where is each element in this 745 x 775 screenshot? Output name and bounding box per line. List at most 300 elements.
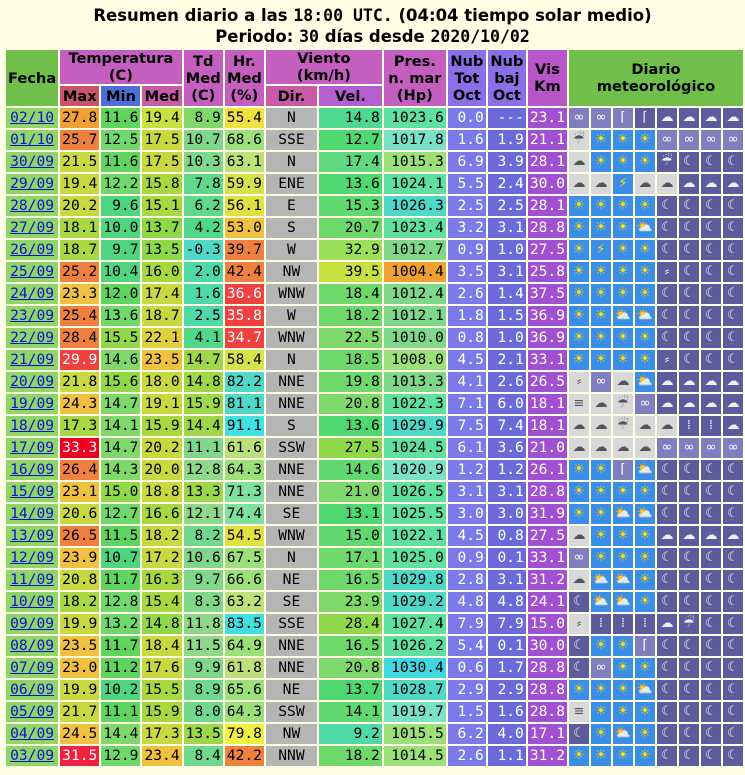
date-cell bbox=[6, 504, 58, 524]
moon-icon: ☾ bbox=[723, 548, 743, 568]
humidity-cell: 35.8 bbox=[226, 307, 262, 324]
table-row bbox=[6, 284, 743, 304]
date-link[interactable]: 02/10 bbox=[10, 109, 55, 126]
pressure-cell: 1023.6 bbox=[384, 108, 446, 128]
date-link[interactable]: 07/09 bbox=[10, 659, 55, 676]
temp-min-cell: 11.7 bbox=[103, 571, 139, 588]
cloud-icon: ☁ bbox=[569, 570, 589, 590]
wind-speed-cell: 17.4 bbox=[319, 152, 382, 172]
visibility-cell: 33.1 bbox=[529, 549, 565, 566]
moon-icon: ☾ bbox=[679, 570, 699, 590]
wind-speed-cell: 13.7 bbox=[319, 680, 382, 700]
col-viento: Viento (km/h) bbox=[266, 50, 382, 84]
visibility-cell: 18.1 bbox=[529, 417, 565, 434]
cloud-icon: ☁ bbox=[569, 526, 589, 546]
temp-max-cell: 20.2 bbox=[62, 197, 98, 214]
temp-min-cell: 14.1 bbox=[103, 417, 139, 434]
wind-dir-cell: NNE bbox=[266, 394, 317, 414]
sun-icon: ☀ bbox=[635, 130, 655, 150]
visibility-cell: 30.0 bbox=[529, 175, 565, 192]
cloud-night-icon: ☁ bbox=[701, 108, 721, 128]
temp-min-cell: 13.2 bbox=[103, 615, 139, 632]
sun-icon: ☀ bbox=[569, 504, 589, 524]
wind-speed-cell: 23.9 bbox=[319, 592, 382, 612]
moon-icon: ☾ bbox=[679, 636, 699, 656]
sun-icon: ☀ bbox=[635, 262, 655, 282]
date-link[interactable]: 22/09 bbox=[10, 329, 55, 346]
visibility-cell: 24.1 bbox=[529, 593, 565, 610]
temp-med-cell: 16.6 bbox=[144, 505, 180, 522]
sun-icon: ☀ bbox=[591, 548, 611, 568]
date-link[interactable]: 30/09 bbox=[10, 153, 55, 170]
cloud-icon: ☁ bbox=[591, 394, 611, 414]
temp-med-cell: 14.8 bbox=[144, 615, 180, 632]
visibility-cell: 27.5 bbox=[529, 241, 565, 258]
cloud-low-cell: 4.8 bbox=[488, 592, 526, 612]
date-cell bbox=[6, 174, 58, 194]
moon-icon: ☾ bbox=[679, 328, 699, 348]
temp-min-cell: 14.7 bbox=[103, 439, 139, 456]
moon-icon: ☾ bbox=[701, 658, 721, 678]
date-link[interactable]: 09/09 bbox=[10, 615, 55, 632]
date-link[interactable]: 28/09 bbox=[10, 197, 55, 214]
moon-icon: ☾ bbox=[701, 350, 721, 370]
wind-dir-cell: WNW bbox=[266, 284, 317, 304]
humidity-cell: 39.7 bbox=[226, 241, 262, 258]
temp-med-cell: 18.4 bbox=[144, 637, 180, 654]
cloud-low-cell: 7.9 bbox=[488, 614, 526, 634]
date-link[interactable]: 01/10 bbox=[10, 131, 55, 148]
wind-speed-cell: 12.7 bbox=[319, 130, 382, 150]
date-link[interactable]: 08/09 bbox=[10, 637, 55, 654]
rain-night-icon: ☔ bbox=[679, 614, 699, 634]
moon-icon: ☾ bbox=[723, 724, 743, 744]
cloud-low-cell: 1.1 bbox=[488, 746, 526, 766]
cloud-low-cell: 1.7 bbox=[488, 658, 526, 678]
cloud-night-icon: ☁ bbox=[657, 108, 677, 128]
visibility-cell: 28.1 bbox=[529, 153, 565, 170]
dewpoint-cell: 6.2 bbox=[184, 196, 223, 216]
rain-cloud-icon: ☔ bbox=[569, 130, 589, 150]
cloud-low-cell: 2.9 bbox=[488, 680, 526, 700]
moon-icon: ☾ bbox=[701, 284, 721, 304]
humidity-cell: 54.5 bbox=[226, 527, 262, 544]
dewpoint-cell: -0.3 bbox=[185, 241, 221, 258]
cloud-icon: ☁ bbox=[635, 438, 655, 458]
wind-dir-cell: SE bbox=[266, 592, 317, 612]
humidity-cell: 61.6 bbox=[226, 439, 262, 456]
sun-cloud-icon: ⛅ bbox=[613, 570, 633, 590]
moon-icon: ☾ bbox=[679, 680, 699, 700]
pressure-cell: 1029.2 bbox=[384, 592, 446, 612]
wind-speed-cell: 22.5 bbox=[319, 328, 382, 348]
wind-dir-cell: W bbox=[266, 240, 317, 260]
wind-dir-cell: NW bbox=[266, 262, 317, 282]
wind-speed-cell: 32.9 bbox=[319, 240, 382, 260]
date-link[interactable]: 25/09 bbox=[10, 263, 55, 280]
temp-min-cell: 11.2 bbox=[103, 659, 139, 676]
date-link[interactable]: 16/09 bbox=[10, 461, 55, 478]
wind-dir-cell: NNE bbox=[266, 482, 317, 502]
sun-icon: ☀ bbox=[613, 196, 633, 216]
date-link[interactable]: 26/09 bbox=[10, 241, 55, 258]
dewpoint-cell: 11.8 bbox=[185, 615, 221, 632]
date-link[interactable]: 20/09 bbox=[10, 373, 55, 390]
cloud-low-cell: 1.0 bbox=[488, 328, 526, 348]
dewpoint-cell: 10.6 bbox=[185, 549, 221, 566]
temp-max-cell: 20.8 bbox=[62, 571, 98, 588]
rain-cloud-icon: ☔ bbox=[613, 394, 633, 414]
cloud-total-cell: 3.2 bbox=[448, 218, 486, 238]
clear-night-icon: ∞ bbox=[569, 108, 589, 128]
visibility-cell: 36.9 bbox=[529, 329, 565, 346]
cloud-total-cell: 0.9 bbox=[448, 240, 486, 260]
sun-icon: ☀ bbox=[569, 680, 589, 700]
date-link[interactable]: 29/09 bbox=[10, 175, 55, 192]
date-cell bbox=[6, 152, 58, 172]
table-row bbox=[6, 218, 743, 238]
col-hr: Hr. Med (%) bbox=[225, 50, 264, 106]
moon-icon: ☾ bbox=[679, 482, 699, 502]
weather-summary-table bbox=[4, 48, 745, 768]
sun-cloud-icon: ⛅ bbox=[635, 504, 655, 524]
date-link[interactable]: 04/09 bbox=[10, 725, 55, 742]
temp-med-cell: 13.5 bbox=[144, 241, 180, 258]
date-link[interactable]: 17/09 bbox=[10, 439, 55, 456]
moon-icon: ☾ bbox=[723, 306, 743, 326]
clear-night-icon: ∞ bbox=[591, 108, 611, 128]
temp-max-cell: 23.9 bbox=[62, 549, 98, 566]
sun-icon: ☀ bbox=[591, 130, 611, 150]
moon-icon: ☾ bbox=[679, 724, 699, 744]
cloud-low-cell: 6.0 bbox=[488, 394, 526, 414]
temp-min-cell: 11.6 bbox=[103, 153, 139, 170]
moon-cloud-icon: ☾ bbox=[701, 152, 721, 172]
cloud-total-cell: 0.8 bbox=[448, 328, 486, 348]
moon-icon: ☾ bbox=[657, 306, 677, 326]
date-link[interactable]: 13/09 bbox=[10, 527, 55, 544]
dewpoint-cell: 8.0 bbox=[184, 702, 223, 722]
cloud-night-icon: ☁ bbox=[723, 416, 743, 436]
table-row bbox=[6, 460, 743, 480]
temp-max-cell: 33.3 bbox=[62, 439, 98, 456]
temp-min-cell: 14.6 bbox=[103, 351, 139, 368]
cloud-total-cell: 1.5 bbox=[448, 702, 486, 722]
humidity-cell: 68.6 bbox=[226, 131, 262, 148]
temp-med-cell: 17.5 bbox=[144, 153, 180, 170]
dewpoint-cell: 11.1 bbox=[185, 439, 221, 456]
temp-med-cell: 18.2 bbox=[144, 527, 180, 544]
wind-dir-cell: W bbox=[266, 306, 317, 326]
clear-night-icon: ∞ bbox=[679, 438, 699, 458]
cloud-low-cell: 2.1 bbox=[488, 350, 526, 370]
temp-min-cell: 11.5 bbox=[103, 527, 139, 544]
cloud-low-cell: 2.6 bbox=[488, 372, 526, 392]
cloud-night-icon: ☁ bbox=[723, 372, 743, 392]
moon-icon: ☾ bbox=[657, 592, 677, 612]
shower-night-icon: ⸗ bbox=[657, 350, 677, 370]
date-link[interactable]: 12/09 bbox=[10, 549, 55, 566]
storm-sun-icon: ⚡ bbox=[613, 174, 633, 194]
wind-speed-cell: 27.5 bbox=[319, 438, 382, 458]
date-cell bbox=[6, 394, 58, 414]
pressure-cell: 1029.8 bbox=[384, 570, 446, 590]
wind-dir-cell: E bbox=[266, 196, 317, 216]
sun-cloud-icon: ⛅ bbox=[613, 306, 633, 326]
fog-icon: ≡ bbox=[569, 394, 589, 414]
temp-min-cell: 10.4 bbox=[103, 263, 139, 280]
visibility-cell: 30.0 bbox=[529, 637, 565, 654]
temp-med-cell: 16.0 bbox=[144, 263, 180, 280]
table-row bbox=[6, 350, 743, 370]
header-time: 18:00 bbox=[293, 6, 344, 25]
moon-icon: ☾ bbox=[701, 240, 721, 260]
wind-speed-cell: 28.4 bbox=[319, 614, 382, 634]
pressure-cell: 1017.8 bbox=[384, 130, 446, 150]
col-vel: Vel. bbox=[319, 86, 382, 106]
dewpoint-cell: 8.4 bbox=[184, 746, 223, 766]
sun-icon: ☀ bbox=[635, 152, 655, 172]
sun-cloud-icon: ⛅ bbox=[591, 570, 611, 590]
wind-speed-cell: 16.5 bbox=[319, 636, 382, 656]
moon-icon: ☾ bbox=[657, 218, 677, 238]
moon-icon: ☾ bbox=[701, 680, 721, 700]
cloud-total-cell: 1.2 bbox=[448, 460, 486, 480]
date-link[interactable]: 18/09 bbox=[10, 417, 55, 434]
cloud-low-cell: 2.5 bbox=[488, 196, 526, 216]
temp-min-cell: 12.9 bbox=[103, 747, 139, 764]
date-cell bbox=[6, 130, 58, 150]
cloud-low-cell: 2.4 bbox=[488, 174, 526, 194]
cloud-total-cell: 4.8 bbox=[448, 592, 486, 612]
temp-med-cell: 19.1 bbox=[144, 395, 180, 412]
moon-icon: ☾ bbox=[679, 592, 699, 612]
sun-icon: ☀ bbox=[591, 218, 611, 238]
table-row bbox=[6, 680, 743, 700]
cloud-low-cell: 0.8 bbox=[488, 526, 526, 546]
wind-dir-cell: SE bbox=[266, 504, 317, 524]
cloud-total-cell: 3.5 bbox=[448, 262, 486, 282]
wind-speed-cell: 14.6 bbox=[319, 460, 382, 480]
moon-cloud-icon: ☾ bbox=[569, 724, 589, 744]
sun-icon: ☀ bbox=[613, 218, 633, 238]
sun-icon: ☀ bbox=[569, 350, 589, 370]
sun-icon: ☀ bbox=[635, 328, 655, 348]
table-row bbox=[6, 592, 743, 612]
cloud-icon: ☁ bbox=[569, 152, 589, 172]
moon-icon: ☾ bbox=[723, 570, 743, 590]
temp-med-cell: 19.4 bbox=[144, 109, 180, 126]
header-period-label: Periodo: bbox=[215, 27, 300, 46]
date-link[interactable]: 24/09 bbox=[10, 285, 55, 302]
table-row bbox=[6, 438, 743, 458]
moon-icon: ☾ bbox=[723, 262, 743, 282]
moon-icon: ☾ bbox=[657, 702, 677, 722]
pressure-cell: 1025.5 bbox=[384, 504, 446, 524]
visibility-cell: 33.1 bbox=[529, 351, 565, 368]
moon-icon: ☾ bbox=[657, 328, 677, 348]
moon-icon: ☾ bbox=[723, 592, 743, 612]
pressure-cell: 1023.4 bbox=[384, 218, 446, 238]
moon-icon: ☾ bbox=[657, 548, 677, 568]
sun-cloud-icon: ⛅ bbox=[613, 504, 633, 524]
temp-min-cell: 14.4 bbox=[103, 725, 139, 742]
cloud-icon: ☁ bbox=[613, 372, 633, 392]
cloud-low-cell: 3.1 bbox=[488, 570, 526, 590]
shower-icon: ⸗ bbox=[569, 614, 589, 634]
temp-med-cell: 16.3 bbox=[144, 571, 180, 588]
table-row bbox=[6, 724, 743, 744]
page-header bbox=[0, 0, 745, 47]
moon-icon: ☾ bbox=[723, 680, 743, 700]
clear-night-icon: ∞ bbox=[635, 394, 655, 414]
pressure-cell: 1012.4 bbox=[384, 284, 446, 304]
table-row bbox=[6, 328, 743, 348]
moon-cloud-icon: ☾ bbox=[569, 592, 589, 612]
humidity-cell: 55.4 bbox=[226, 109, 262, 126]
table-row bbox=[6, 130, 743, 150]
cloud-night-icon: ☁ bbox=[723, 526, 743, 546]
temp-med-cell: 17.5 bbox=[144, 131, 180, 148]
drizzle-night-icon: ⁞ bbox=[701, 416, 721, 436]
cloud-low-cell: 1.4 bbox=[488, 284, 526, 304]
table-row bbox=[6, 548, 743, 568]
table-row bbox=[6, 152, 743, 172]
sun-icon: ☀ bbox=[613, 526, 633, 546]
moon-icon: ☾ bbox=[701, 482, 721, 502]
date-link[interactable]: 05/09 bbox=[10, 703, 55, 720]
date-link[interactable]: 21/09 bbox=[10, 351, 55, 368]
table-row bbox=[6, 658, 743, 678]
date-link[interactable]: 27/09 bbox=[10, 219, 55, 236]
header-solar-time: (04:04 tiempo solar medio) bbox=[392, 6, 652, 25]
temp-max-cell: 17.3 bbox=[62, 417, 98, 434]
sun-cloud-icon: ⛅ bbox=[591, 592, 611, 612]
cloud-total-cell: 2.6 bbox=[448, 746, 486, 766]
temp-min-cell: 14.7 bbox=[103, 395, 139, 412]
date-link[interactable]: 15/09 bbox=[10, 483, 55, 500]
cloud-low-cell: 3.6 bbox=[488, 438, 526, 458]
temp-min-cell: 11.6 bbox=[103, 109, 139, 126]
cloud-total-cell: 4.5 bbox=[448, 350, 486, 370]
table-row bbox=[6, 306, 743, 326]
cloud-total-cell: 7.9 bbox=[448, 614, 486, 634]
wind-speed-cell: 20.7 bbox=[319, 218, 382, 238]
date-cell bbox=[6, 614, 58, 634]
wind-dir-cell: WNW bbox=[266, 526, 317, 546]
date-link[interactable]: 23/09 bbox=[10, 307, 55, 324]
visibility-cell: 31.2 bbox=[529, 571, 565, 588]
visibility-cell: 28.8 bbox=[529, 703, 565, 720]
pressure-cell: 1004.4 bbox=[384, 262, 446, 282]
date-cell bbox=[6, 438, 58, 458]
dewpoint-cell: 4.2 bbox=[184, 218, 223, 238]
moon-icon: ☾ bbox=[679, 548, 699, 568]
date-cell bbox=[6, 548, 58, 568]
date-link[interactable]: 06/09 bbox=[10, 681, 55, 698]
col-dir: Dir. bbox=[266, 86, 317, 106]
temp-max-cell: 29.9 bbox=[62, 351, 98, 368]
pressure-cell: 1030.4 bbox=[384, 658, 446, 678]
date-link[interactable]: 14/09 bbox=[10, 505, 55, 522]
cloud-night-icon: ☁ bbox=[701, 394, 721, 414]
date-cell bbox=[6, 196, 58, 216]
cloud-total-cell: 1.6 bbox=[448, 130, 486, 150]
temp-min-cell: 10.7 bbox=[103, 549, 139, 566]
dewpoint-cell: 8.9 bbox=[184, 680, 223, 700]
temp-med-cell: 20.2 bbox=[144, 439, 180, 456]
cloud-total-cell: 0.9 bbox=[448, 548, 486, 568]
clear-night-icon: ∞ bbox=[657, 130, 677, 150]
temp-max-cell: 24.3 bbox=[62, 395, 98, 412]
sun-icon: ☀ bbox=[591, 636, 611, 656]
moon-icon: ☾ bbox=[657, 658, 677, 678]
pressure-cell: 1024.5 bbox=[384, 438, 446, 458]
dewpoint-cell: 10.7 bbox=[185, 131, 221, 148]
drizzle-icon: ⁞ bbox=[591, 614, 611, 634]
sun-icon: ☀ bbox=[569, 284, 589, 304]
cloud-total-cell: 6.2 bbox=[448, 724, 486, 744]
moon-icon: ☾ bbox=[701, 306, 721, 326]
table-row bbox=[6, 394, 743, 414]
date-cell bbox=[6, 658, 58, 678]
table-row bbox=[6, 636, 743, 656]
sun-icon: ☀ bbox=[635, 724, 655, 744]
cloud-icon: ☁ bbox=[569, 174, 589, 194]
dewpoint-cell: 14.7 bbox=[185, 351, 221, 368]
temp-min-cell: 9.7 bbox=[101, 240, 140, 260]
temp-med-cell: 18.0 bbox=[144, 373, 180, 390]
dewpoint-cell: 11.5 bbox=[185, 637, 221, 654]
visibility-cell: 27.5 bbox=[529, 527, 565, 544]
wind-dir-cell: SSE bbox=[266, 130, 317, 150]
moon-icon: ☾ bbox=[569, 636, 589, 656]
date-link[interactable]: 11/09 bbox=[10, 571, 55, 588]
date-link[interactable]: 19/09 bbox=[10, 395, 55, 412]
clear-night-icon: ∞ bbox=[569, 548, 589, 568]
drizzle-icon: ⁞ bbox=[613, 614, 633, 634]
sun-icon: ☀ bbox=[591, 196, 611, 216]
sun-cloud-icon: ⛅ bbox=[635, 460, 655, 480]
sun-icon: ☀ bbox=[591, 284, 611, 304]
date-cell bbox=[6, 284, 58, 304]
temp-max-cell: 19.9 bbox=[62, 615, 98, 632]
pressure-cell: 1008.0 bbox=[384, 350, 446, 370]
moon-icon: ☾ bbox=[657, 636, 677, 656]
cloud-total-cell: 5.4 bbox=[448, 636, 486, 656]
date-link[interactable]: 10/09 bbox=[10, 593, 55, 610]
moon-cloud-icon: ☾ bbox=[679, 350, 699, 370]
col-td: Td Med (C) bbox=[184, 50, 223, 106]
date-cell bbox=[6, 592, 58, 612]
cloud-icon: ☁ bbox=[591, 174, 611, 194]
sun-cloud-icon: ⛅ bbox=[635, 306, 655, 326]
moon-icon: ☾ bbox=[679, 306, 699, 326]
moon-icon: ☾ bbox=[723, 152, 743, 172]
dewpoint-cell: 7.8 bbox=[184, 174, 223, 194]
pressure-cell: 1010.0 bbox=[384, 328, 446, 348]
date-link[interactable]: 03/09 bbox=[10, 747, 55, 764]
moon-icon: ☾ bbox=[723, 218, 743, 238]
cloud-low-cell: 1.2 bbox=[488, 460, 526, 480]
header-days: 30 bbox=[299, 27, 319, 46]
sun-icon: ☀ bbox=[613, 130, 633, 150]
clear-night-icon: ∞ bbox=[701, 438, 721, 458]
cloud-night-icon: ☁ bbox=[679, 526, 699, 546]
visibility-cell: 25.8 bbox=[529, 263, 565, 280]
sun-icon: ☀ bbox=[591, 702, 611, 722]
date-cell bbox=[6, 460, 58, 480]
